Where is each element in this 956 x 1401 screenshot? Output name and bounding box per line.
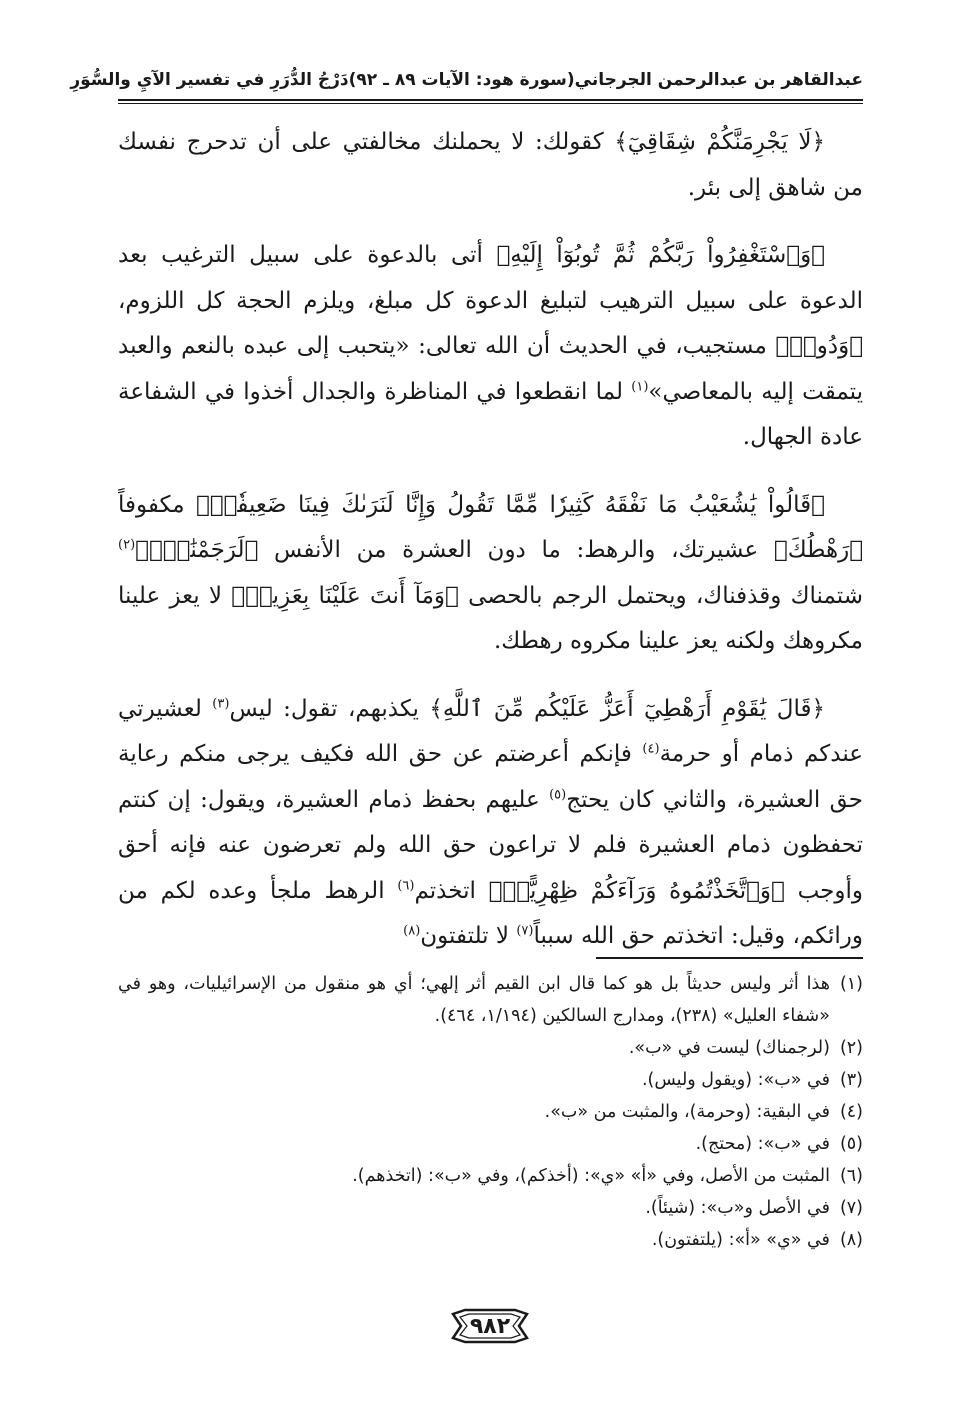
text-run: مستجيب، في الحديث أن الله تعالى: «يتحبب إلى عبده بالنعم والعبد يتمقت إليه بالمعاصي» bbox=[118, 333, 863, 405]
text-run: لا يعز علينا مكروهك ولكنه يعز علينا مكروه رهطك. bbox=[118, 582, 863, 654]
page-number-ornament bbox=[447, 1306, 533, 1346]
footnote-ref[interactable]: (٢) bbox=[118, 537, 136, 553]
footnote-item bbox=[118, 968, 863, 1032]
quran-quote: ﴿لَرَجَمْنَٰكَۖ﴾ bbox=[135, 537, 259, 563]
quran-quote: ﴿لَا يَجْرِمَنَّكُمْ شِقَاقِيٓ﴾ bbox=[614, 129, 825, 155]
header-section: (سورة هود: الآيات ٨٩ ـ ٩٢) bbox=[348, 70, 575, 90]
footnote-item bbox=[118, 1192, 863, 1224]
footnote-separator bbox=[596, 957, 863, 959]
header-rule bbox=[118, 99, 863, 101]
text-run: لعشيرتي عندكم ذمام أو حرمة bbox=[118, 695, 863, 767]
footnote-number: (٥) bbox=[839, 1134, 863, 1154]
quran-quote: ﴿رَهْطُكَ﴾ bbox=[773, 537, 863, 563]
footnote-number: (٢) bbox=[839, 1038, 863, 1058]
quran-quote: ﴿وَٱتَّخَذْتُمُوهُ وَرَآءَكُمْ ظِهْرِيًّاۖ﴾ bbox=[488, 877, 785, 904]
footnote-number: (٣) bbox=[839, 1070, 863, 1090]
page-number: ٩٨٢ bbox=[469, 1313, 511, 1339]
paragraph-4 bbox=[118, 687, 863, 960]
footnote-item bbox=[118, 1096, 863, 1128]
footnote-ref[interactable]: (٨) bbox=[403, 923, 421, 939]
running-header bbox=[70, 66, 863, 94]
quran-quote: ﴿وَمَآ أَنتَ عَلَيْنَا بِعَزِيزٖ﴾ bbox=[231, 582, 459, 609]
footnote-item bbox=[118, 1064, 863, 1096]
text-run: لما انقطعوا في المناظرة والجدال أخذوا في الشفاعة عادة الجهال. bbox=[118, 378, 863, 450]
footnote-ref[interactable]: (٥) bbox=[549, 786, 567, 802]
text-run: أتى بالدعوة على سبيل الترغيب بعد الدعوة على سبيل الترهيب لتبليغ الدعوة كل مبلغ، ويلزم الحجة كل اللزوم، bbox=[118, 242, 863, 314]
footnote-text: في الأصل و«ب»: (شيئاً). bbox=[645, 1198, 830, 1218]
footnote-ref[interactable]: (٣) bbox=[212, 695, 230, 711]
paragraph-3 bbox=[118, 483, 863, 665]
text-run: كقولك: لا يحملنك مخالفتي على أن تدحرج نفسك من شاهق إلى بئر. bbox=[118, 129, 863, 201]
footnote-ref[interactable]: (٧) bbox=[516, 923, 534, 939]
footnote-text: في «ب»: (محتج). bbox=[695, 1134, 830, 1154]
paragraph-1 bbox=[118, 120, 863, 211]
footnote-text: في «ب»: (ويقول وليس). bbox=[641, 1070, 830, 1090]
text-run: الرهط ملجأ وعده لكم من ورائكم، وقيل: اتخذتم حق الله سبباً bbox=[118, 877, 863, 949]
text-run: فإنكم أعرضتم عن حق الله فكيف يرجى منكم رعاية حق العشيرة، والثاني كان يحتج bbox=[118, 741, 863, 813]
footnote-number: (٨) bbox=[839, 1230, 863, 1250]
text-run: عشيرتك، والرهط: ما دون العشرة من الأنفس bbox=[258, 537, 774, 563]
quran-quote: ﴿وَدُودٞ﴾ bbox=[775, 333, 863, 359]
footnotes bbox=[118, 968, 863, 1256]
footnote-item bbox=[118, 1160, 863, 1192]
footnote-ref[interactable]: (٤) bbox=[642, 741, 660, 757]
footnote-item bbox=[118, 1128, 863, 1160]
footnote-text: (لرجمناك) ليست في «ب». bbox=[628, 1038, 830, 1058]
footnote-ref[interactable]: (١) bbox=[631, 378, 649, 394]
footnote-text: في البقية: (وحرمة)، والمثبت من «ب». bbox=[544, 1102, 830, 1122]
footnote-text: في «ي» «أ»: (يلتفتون). bbox=[651, 1230, 830, 1250]
header-rule-thin bbox=[118, 103, 863, 104]
footnote-ref[interactable]: (٦) bbox=[397, 877, 415, 893]
footnote-text: المثبت من الأصل، وفي «أ» «ي»: (أخذكم)، وفي «ب»: (اتخذهم). bbox=[352, 1166, 830, 1186]
footnote-number: (٤) bbox=[839, 1102, 863, 1122]
quran-quote: ﴿وَٱسْتَغْفِرُواْ رَبَّكُمْ ثُمَّ تُوبُوٓاْ إِلَيْهِ﴾ bbox=[496, 242, 825, 268]
paragraph-2 bbox=[118, 233, 863, 461]
header-author: عبدالقاهر بن عبدالرحمن الجرجاني bbox=[574, 70, 863, 90]
text-run: يكذبهم، تقول: ليس bbox=[229, 695, 430, 722]
footnote-item bbox=[118, 1032, 863, 1064]
footnote-number: (١) bbox=[839, 974, 863, 994]
main-text bbox=[118, 120, 863, 982]
footnote-item bbox=[118, 1224, 863, 1256]
footnote-number: (٦) bbox=[839, 1166, 863, 1186]
footnote-number: (٧) bbox=[839, 1198, 863, 1218]
text-run: شتمناك وقذفناك، ويحتمل الرجم بالحصى bbox=[458, 582, 863, 609]
text-run: اتخذتم bbox=[414, 877, 489, 904]
quran-quote: ﴿قَالُواْ يَٰشُعَيْبُ مَا نَفْقَهُ كَثِيرٗا مِّمَّا تَقُولُ وَإِنَّا لَنَرَىٰكَ فِينَا ضَعِيفٗاۖ﴾ bbox=[195, 491, 825, 518]
footnote-text: هذا أثر وليس حديثاً بل هو كما قال ابن القيم أثر إلهي؛ أي هو منقول من الإسرائيليات، وهو في «شفاء العليل» (٢٣٨)، ومدارج السالكين (١/١٩٤، ٤٦٤). bbox=[118, 974, 830, 1026]
text-run: عليهم بحفظ ذمام العشيرة، ويقول: إن كنتم تحفظون ذمام العشيرة فلم لا تراعون حق الله ولم تعرضون عنه فإنه أحق وأوجب bbox=[118, 786, 863, 904]
text-run: مكفوفاً bbox=[118, 491, 196, 518]
header-book-title: دَرْجُ الدُّرَرِ في تفسير الآيِ والسُّوَرِ bbox=[70, 70, 349, 90]
quran-quote: ﴿قَالَ يَٰقَوْمِ أَرَهْطِيٓ أَعَزُّ عَلَيْكُم مِّنَ ٱللَّهِ﴾ bbox=[429, 695, 825, 722]
text-run: لا تلتفتون bbox=[420, 923, 517, 949]
